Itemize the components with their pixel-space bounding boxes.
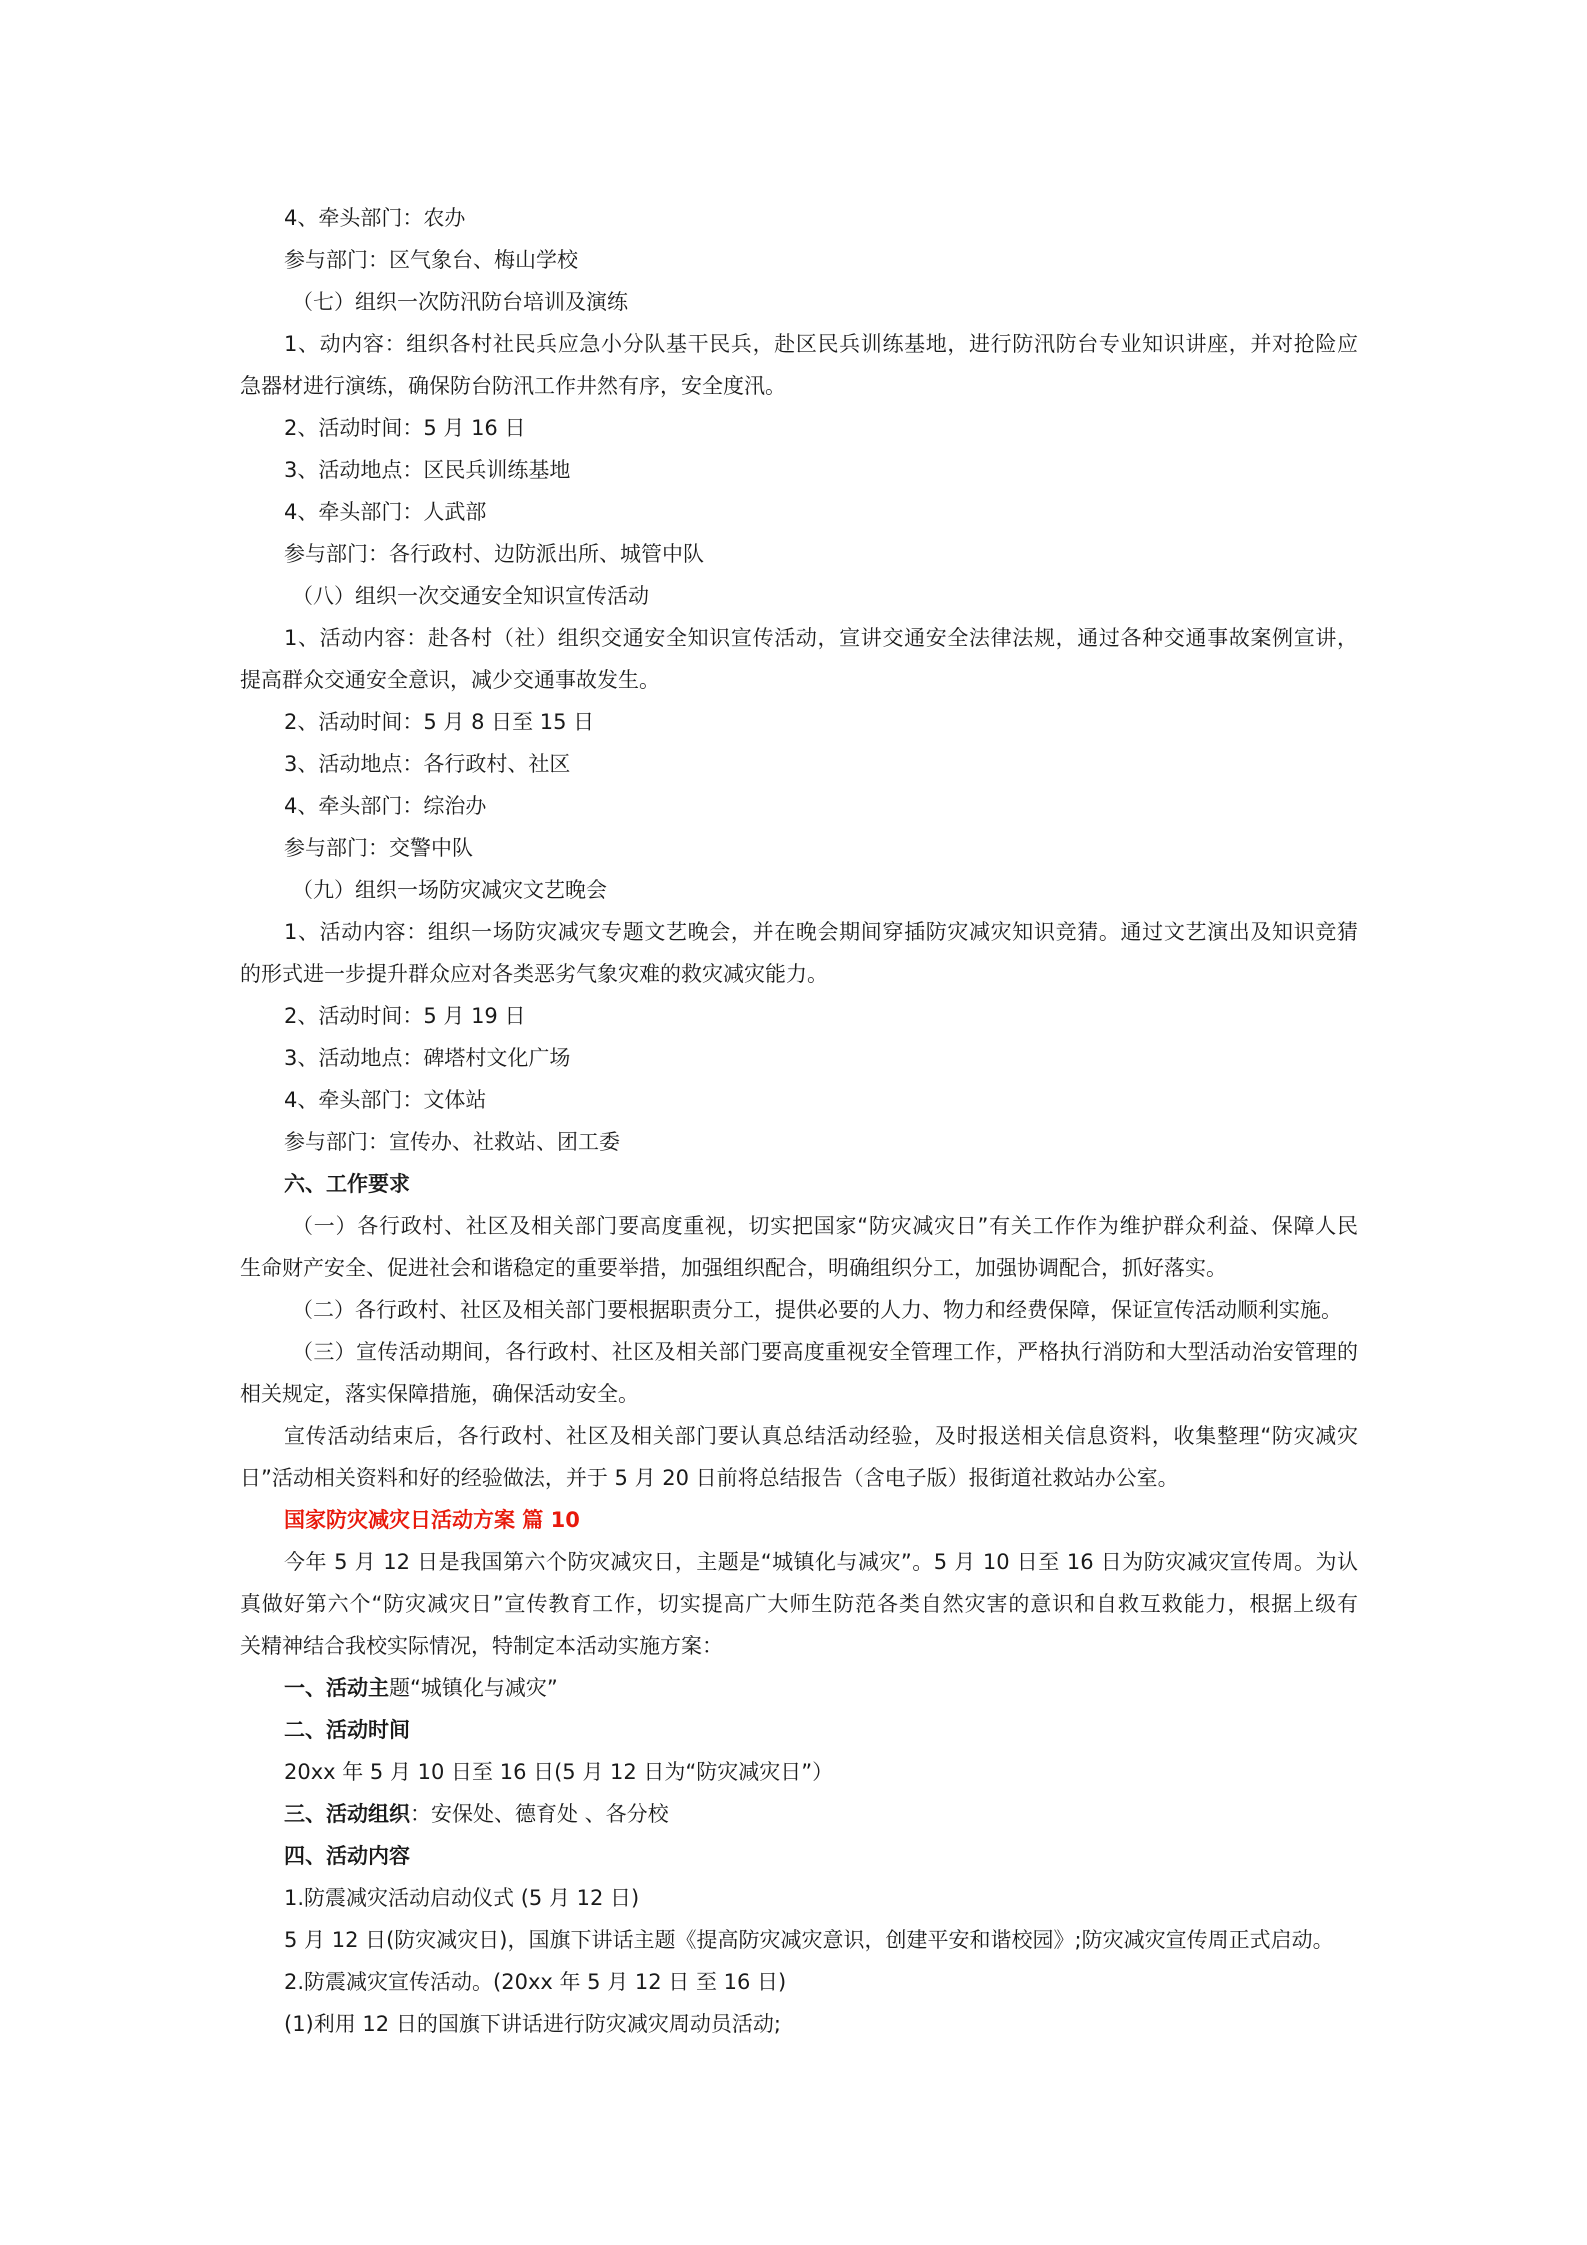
paragraph: 参与部门：交警中队 bbox=[284, 836, 473, 860]
paragraph: 1、动内容：组织各村社民兵应急小分队基干民兵，赴区民兵训练基地，进行防汛防台专业知识讲座，并对抢险应 bbox=[284, 332, 1358, 356]
section-text: ：安保处、德育处 、各分校 bbox=[410, 1802, 669, 1826]
paragraph: 4、牵头部门：人武部 bbox=[284, 500, 487, 524]
section-title-row bbox=[240, 1667, 1358, 1709]
paragraph: 日”活动相关资料和好的经验做法，并于 5 月 20 日前将总结报告（含电子版）报街道社救站办公室。 bbox=[240, 1466, 1179, 1490]
paragraph: 相关规定，落实保障措施，确保活动安全。 bbox=[240, 1382, 639, 1406]
paragraph: 4、牵头部门：文体站 bbox=[284, 1088, 487, 1112]
paragraph: 2、活动时间：5 月 8 日至 15 日 bbox=[284, 710, 595, 734]
paragraph: 4、牵头部门：农办 bbox=[284, 206, 466, 230]
paragraph: 3、活动地点：区民兵训练基地 bbox=[284, 458, 571, 482]
paragraph: 参与部门：区气象台、梅山学校 bbox=[284, 248, 578, 272]
paragraph: 2、活动时间：5 月 16 日 bbox=[284, 416, 526, 440]
paragraph: 参与部门：宣传办、社救站、团工委 bbox=[284, 1130, 620, 1154]
paragraph: 2.防震减灾宣传活动。(20xx 年 5 月 12 日 至 16 日) bbox=[284, 1970, 787, 1994]
paragraph: 生命财产安全、促进社会和谐稳定的重要举措，加强组织配合，明确组织分工，加强协调配合，抓好落实。 bbox=[240, 1256, 1227, 1280]
section-title-row bbox=[240, 1793, 1358, 1835]
paragraph: 急器材进行演练，确保防台防汛工作井然有序，安全度汛。 bbox=[240, 374, 786, 398]
paragraph: 4、牵头部门：综治办 bbox=[284, 794, 487, 818]
paragraph: 宣传活动结束后，各行政村、社区及相关部门要认真总结活动经验，及时报送相关信息资料，收集整理“防灾减灾 bbox=[284, 1424, 1358, 1448]
paragraph: 5 月 12 日(防灾减灾日)，国旗下讲话主题《提高防灾减灾意识，创建平安和谐校园》;防灾减灾宣传周正式启动。 bbox=[284, 1928, 1334, 1952]
paragraph: 关精神结合我校实际情况，特制定本活动实施方案： bbox=[240, 1634, 723, 1658]
paragraph: 参与部门：各行政村、边防派出所、城管中队 bbox=[284, 542, 704, 566]
article-title: 国家防灾减灾日活动方案 篇 10 bbox=[284, 1508, 580, 1532]
document-body bbox=[240, 197, 1358, 2045]
section-heading: （九）组织一场防灾减灾文艺晚会 bbox=[292, 878, 607, 902]
paragraph: 3、活动地点：各行政村、社区 bbox=[284, 752, 571, 776]
section-title: 三、活动组织 bbox=[284, 1802, 410, 1826]
section-title: 二、活动时间 bbox=[284, 1718, 410, 1742]
paragraph: （三）宣传活动期间，各行政村、社区及相关部门要高度重视安全管理工作，严格执行消防和大型活动治安管理的 bbox=[292, 1340, 1358, 1364]
paragraph: 2、活动时间：5 月 19 日 bbox=[284, 1004, 526, 1028]
paragraph: 的形式进一步提升群众应对各类恶劣气象灾难的救灾减灾能力。 bbox=[240, 962, 828, 986]
section-text: 题“城镇化与减灾” bbox=[389, 1676, 558, 1700]
paragraph: 1、活动内容：组织一场防灾减灾专题文艺晚会，并在晚会期间穿插防灾减灾知识竞猜。通过文艺演出及知识竞猜 bbox=[284, 920, 1358, 944]
section-heading: （八）组织一次交通安全知识宣传活动 bbox=[292, 584, 649, 608]
paragraph: 20xx 年 5 月 10 日至 16 日(5 月 12 日为“防灾减灾日”） bbox=[284, 1760, 834, 1784]
section-heading: （七）组织一次防汛防台培训及演练 bbox=[292, 290, 628, 314]
paragraph: 真做好第六个“防灾减灾日”宣传教育工作，切实提高广大师生防范各类自然灾害的意识和自救互救能力，根据上级有 bbox=[240, 1592, 1358, 1616]
paragraph: 今年 5 月 12 日是我国第六个防灾减灾日，主题是“城镇化与减灾”。5 月 10 日至 16 日为防灾减灾宣传周。为认 bbox=[284, 1550, 1358, 1574]
paragraph: 1、活动内容：赴各村（社）组织交通安全知识宣传活动，宣讲交通安全法律法规，通过各种交通事故案例宣讲， bbox=[284, 626, 1358, 650]
paragraph: 提高群众交通安全意识，减少交通事故发生。 bbox=[240, 668, 660, 692]
paragraph: （一）各行政村、社区及相关部门要高度重视，切实把国家“防灾减灾日”有关工作作为维护群众利益、保障人民 bbox=[292, 1214, 1358, 1238]
section-title: 六、工作要求 bbox=[284, 1172, 410, 1196]
section-title: 一、活动主 bbox=[284, 1676, 389, 1700]
paragraph: 1.防震减灾活动启动仪式 (5 月 12 日) bbox=[284, 1886, 640, 1910]
section-title: 四、活动内容 bbox=[284, 1844, 410, 1868]
paragraph: 3、活动地点：碑塔村文化广场 bbox=[284, 1046, 571, 1070]
paragraph: (1)利用 12 日的国旗下讲话进行防灾减灾周动员活动; bbox=[284, 2012, 781, 2036]
paragraph: （二）各行政村、社区及相关部门要根据职责分工，提供必要的人力、物力和经费保障，保证宣传活动顺利实施。 bbox=[292, 1298, 1342, 1322]
